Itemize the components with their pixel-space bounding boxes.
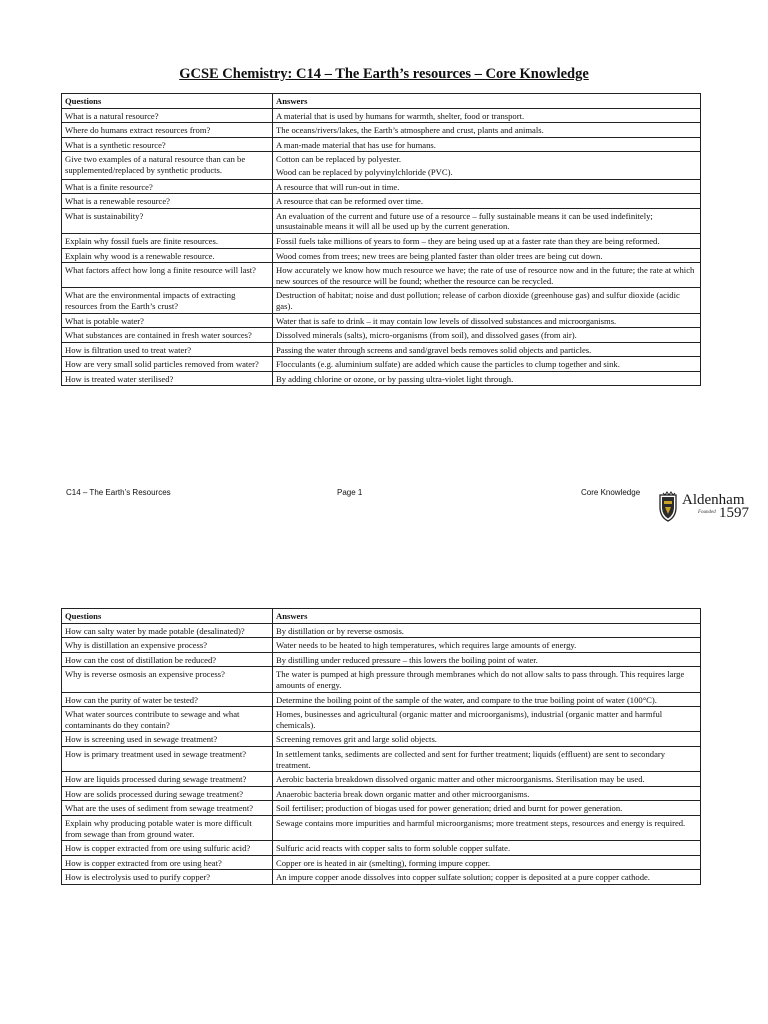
question-cell: How is screening used in sewage treatment? [62, 732, 273, 747]
footer-page-number: Page 1 [337, 488, 363, 497]
answer-cell [273, 357, 701, 372]
answer-text: Destruction of habitat; noise and dust pollution; release of carbon dioxide (greenhouse gas) and sulfur dioxide (acidic gas). [276, 290, 680, 311]
answer-text: Flocculants (e.g. aluminium sulfate) are added which cause the particles to clump together and sink. [276, 359, 620, 370]
answer-cell [273, 123, 701, 138]
answer-text: By distillation or by reverse osmosis. [276, 625, 404, 636]
question-cell: How is filtration used to treat water? [62, 342, 273, 357]
question-cell: What is a natural resource? [62, 108, 273, 123]
answer-text: An impure copper anode dissolves into copper sulfate solution; copper is deposited at a pure copper cathode. [276, 872, 650, 883]
answer-cell [273, 108, 701, 123]
answer-cell [273, 288, 701, 313]
answer-text: Soil fertiliser; production of biogas used for power generation; dried and burnt for power generation. [276, 803, 623, 814]
answer-text-second-line: Wood can be replaced by polyvinylchloride (PVC). [276, 166, 453, 177]
answer-text: Water needs to be heated to high temperatures, which requires large amounts of energy. [276, 640, 577, 651]
qa-table-page-2 [61, 608, 701, 885]
question-cell: How is copper extracted from ore using heat? [62, 855, 273, 870]
question-cell: Where do humans extract resources from? [62, 123, 273, 138]
answer-cell [273, 638, 701, 653]
table-row [62, 638, 701, 653]
table-row [62, 870, 701, 885]
question-cell: How are very small solid particles removed from water? [62, 357, 273, 372]
table-row [62, 786, 701, 801]
answer-text: Sewage contains more impurities and harmful microorganisms; more treatment steps, resources and energy is required. [276, 817, 686, 828]
answer-text: Homes, businesses and agricultural (organic matter and microorganisms), industrial (organic matter and harmful chemicals). [276, 709, 663, 730]
answer-text: A resource that will run-out in time. [276, 181, 400, 192]
answer-cell [273, 328, 701, 343]
answer-cell [273, 692, 701, 707]
answer-cell [273, 870, 701, 885]
question-cell: Why is reverse osmosis an expensive process? [62, 667, 273, 692]
question-cell: How can the purity of water be tested? [62, 692, 273, 707]
table-row [62, 194, 701, 209]
answer-text: Wood comes from trees; new trees are being planted faster than older trees are being cut down. [276, 250, 603, 261]
table-row [62, 313, 701, 328]
answer-cell [273, 179, 701, 194]
answer-text: Cotton can be replaced by polyester. [276, 154, 402, 165]
table-row [62, 746, 701, 771]
answer-text: In settlement tanks, sediments are collected and sent for further treatment; liquids (effluent) are sent to secondary treatment. [276, 748, 666, 770]
table-header-row [62, 609, 701, 624]
table-row [62, 855, 701, 870]
table-row [62, 288, 701, 313]
answer-cell [273, 371, 701, 386]
answer-cell [273, 248, 701, 263]
answer-cell [273, 815, 701, 840]
answer-cell [273, 841, 701, 856]
question-cell: How is treated water sterilised? [62, 371, 273, 386]
table-row [62, 707, 701, 732]
table-header-row [62, 94, 701, 109]
answer-text: By adding chlorine or ozone, or by passing ultra-violet light through. [276, 373, 514, 384]
answer-text: Copper ore is heated in air (smelting), forming impure copper. [276, 857, 491, 868]
question-cell: How can salty water by made potable (desalinated)? [62, 623, 273, 638]
question-cell: What is potable water? [62, 313, 273, 328]
answer-text: How accurately we know how much resource we have; the rate of use of resource now and in the future; the rate at which new sources of the resource will be found; whether the resource can be recycled. [276, 265, 695, 286]
answer-cell [273, 746, 701, 771]
question-cell: How are liquids processed during sewage treatment? [62, 772, 273, 787]
table-row [62, 108, 701, 123]
crest-icon [657, 491, 679, 523]
question-cell: What are the environmental impacts of extracting resources from the Earth’s crust? [62, 288, 273, 313]
table-row [62, 179, 701, 194]
table-row [62, 263, 701, 288]
question-cell: What are the uses of sediment from sewage treatment? [62, 801, 273, 816]
table-row [62, 328, 701, 343]
answer-cell [273, 152, 701, 179]
answer-text: Anaerobic bacteria break down organic matter and other microorganisms. [276, 788, 530, 799]
table-row [62, 208, 701, 233]
qa-table-page-1 [61, 93, 701, 386]
answer-cell [273, 652, 701, 667]
answer-text: Dissolved minerals (salts), micro-organisms (from soil), and dissolved gases (from air). [276, 330, 577, 341]
question-cell: How is copper extracted from ore using sulfuric acid? [62, 841, 273, 856]
table-row [62, 233, 701, 248]
answer-cell [273, 208, 701, 233]
question-cell: What is sustainability? [62, 208, 273, 233]
question-cell: How can the cost of distillation be reduced? [62, 652, 273, 667]
footer-section: Core Knowledge [581, 488, 641, 497]
question-cell: Explain why wood is a renewable resource. [62, 248, 273, 263]
question-cell: Give two examples of a natural resource than can be supplemented/replaced by synthetic products. [62, 152, 273, 179]
answer-text: Sulfuric acid reacts with copper salts to form soluble copper sulfate. [276, 843, 511, 854]
question-cell: What is a finite resource? [62, 179, 273, 194]
answer-cell [273, 313, 701, 328]
table-row [62, 732, 701, 747]
table-row [62, 371, 701, 386]
table-row [62, 841, 701, 856]
answer-text: A man-made material that has use for humans. [276, 139, 436, 150]
answer-cell [273, 623, 701, 638]
answer-cell [273, 263, 701, 288]
table-row [62, 623, 701, 638]
qa-table-body [62, 108, 701, 386]
question-cell: Explain why fossil fuels are finite resources. [62, 233, 273, 248]
questions-header: Questions [62, 609, 273, 624]
qa-table-body [62, 623, 701, 884]
question-cell: What is a renewable resource? [62, 194, 273, 209]
answer-text: Determine the boiling point of the sample of the water, and compare to the true boiling point of water (100°C). [276, 694, 657, 705]
answer-cell [273, 801, 701, 816]
question-cell: What factors affect how long a finite resource will last? [62, 263, 273, 288]
answer-cell [273, 772, 701, 787]
table-row [62, 357, 701, 372]
table-row [62, 652, 701, 667]
answer-cell [273, 137, 701, 152]
answer-text: Fossil fuels take millions of years to form – they are being used up at a faster rate than they are being reformed. [276, 235, 660, 246]
answer-cell [273, 786, 701, 801]
table-row [62, 667, 701, 692]
answer-cell [273, 707, 701, 732]
answer-text: Aerobic bacteria breakdown dissolved organic matter and other microorganisms. Sterilisation may be used. [276, 774, 645, 785]
question-cell: How is primary treatment used in sewage treatment? [62, 746, 273, 771]
table-row [62, 137, 701, 152]
answer-cell [273, 342, 701, 357]
answers-header: Answers [273, 94, 701, 109]
logo-year: 1597 [719, 505, 749, 521]
table-row [62, 692, 701, 707]
table-row [62, 248, 701, 263]
answer-cell [273, 667, 701, 692]
answer-text: A material that is used by humans for warmth, shelter, food or transport. [276, 110, 525, 121]
question-cell: What water sources contribute to sewage and what contaminants do they contain? [62, 707, 273, 732]
logo-founded-label: Founded [698, 510, 716, 515]
question-cell: How are solids processed during sewage treatment? [62, 786, 273, 801]
answer-text: An evaluation of the current and future use of a resource – fully sustainable means it can be used indefinitely; unsustainable means it will all be used up by the current generation. [276, 210, 653, 232]
school-logo [657, 489, 757, 527]
table-row [62, 772, 701, 787]
question-cell: What substances are contained in fresh water sources? [62, 328, 273, 343]
questions-header: Questions [62, 94, 273, 109]
table-row [62, 342, 701, 357]
table-row [62, 801, 701, 816]
answer-text: A resource that can be reformed over time. [276, 196, 423, 207]
logo-name: Aldenham [682, 492, 745, 508]
question-cell: What is a synthetic resource? [62, 137, 273, 152]
answer-text: The water is pumped at high pressure through membranes which do not allow salts to pass through. This requires large amounts of energy. [276, 669, 685, 690]
table-row [62, 152, 701, 179]
page-title: GCSE Chemistry: C14 – The Earth’s resources – Core Knowledge [179, 66, 589, 82]
answer-text: Passing the water through screens and sand/gravel beds removes solid objects and particles. [276, 344, 592, 355]
question-cell: Why is distillation an expensive process? [62, 638, 273, 653]
footer-chapter: C14 – The Earth’s Resources [66, 488, 171, 497]
answer-cell [273, 194, 701, 209]
table-row [62, 123, 701, 138]
answer-cell [273, 732, 701, 747]
table-row [62, 815, 701, 840]
question-cell: How is electrolysis used to purify copper? [62, 870, 273, 885]
answer-text: The oceans/rivers/lakes, the Earth’s atmosphere and crust, plants and animals. [276, 125, 544, 136]
answer-cell [273, 233, 701, 248]
answers-header: Answers [273, 609, 701, 624]
question-cell: Explain why producing potable water is more difficult from sewage than from ground water. [62, 815, 273, 840]
answer-cell [273, 855, 701, 870]
answer-text: Water that is safe to drink – it may contain low levels of dissolved substances and microorganisms. [276, 315, 617, 326]
answer-text: Screening removes grit and large solid objects. [276, 734, 437, 745]
answer-text: By distilling under reduced pressure – this lowers the boiling point of water. [276, 654, 538, 665]
